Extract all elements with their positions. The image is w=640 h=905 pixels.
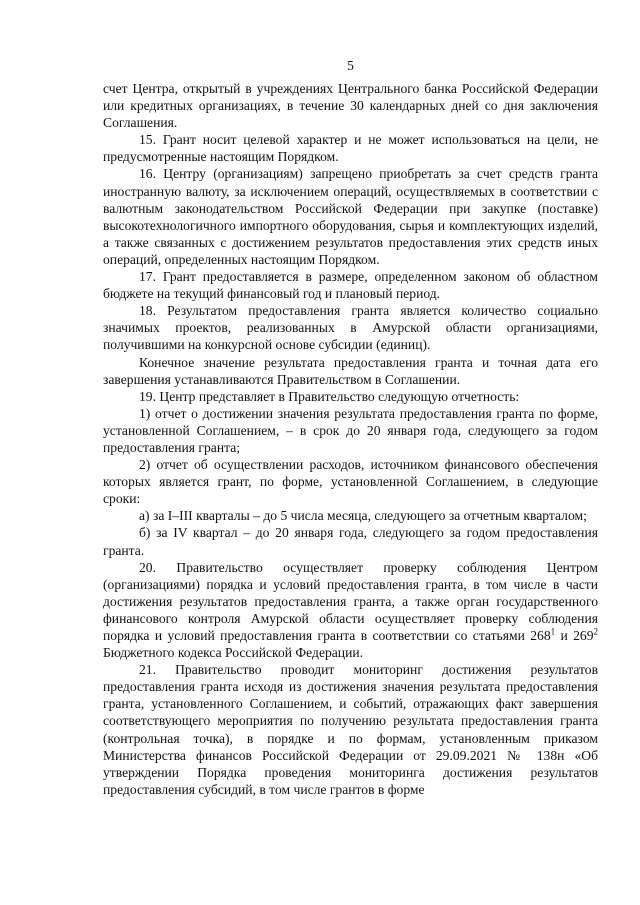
paragraph-19-item-2: 2) отчет об осуществлении расходов, источником финансового обеспечения которых является грант, по форме, установленной Соглашением, в следующие сроки:: [103, 457, 598, 507]
article-superscript-1: 1: [550, 626, 556, 637]
paragraph-19-item-2a: а) за I–III кварталы – до 5 числа месяца, следующего за отчетным кварталом;: [139, 508, 587, 524]
paragraph-18: 18. Результатом предоставления гранта является количество социально значимых проектов, реализованных в Амурской области организациями, получившими на конкурсной основе субсидии (единиц).: [103, 303, 598, 353]
paragraph-19: 19. Центр представляет в Правительство следующую отчетность:: [139, 388, 520, 404]
paragraph-19-item-1: 1) отчет о достижении значения результата предоставления гранта по форме, установленной Соглашением, – в срок до 20 января года, следующего за годом предоставления гранта;: [103, 405, 598, 455]
paragraph-19-item-2b: б) за IV квартал – до 20 января года, следующего за годом предоставления гранта.: [103, 525, 598, 558]
paragraph-20-text-before: 20. Правительство осуществляет проверку соблюдения Центром (организациями) порядка и условий предоставления гранта, в том числе в части достижения результатов предоставления гранта, а также орган государственного финансового контроля Амурской области осуществляет проверку соблюдения порядка и условий предоставления гранта в соответствии со статьями 268: [103, 559, 598, 643]
paragraph-20-text-mid: и 269: [555, 628, 594, 643]
paragraph-20-text-after: Бюджетного кодекса Российской Федерации.: [103, 645, 364, 661]
paragraph-15: 15. Грант носит целевой характер и не может использоваться на цели, не предусмотренные настоящим Порядком.: [103, 132, 598, 165]
paragraph-21: 21. Правительство проводит мониторинг достижения результатов предоставления гранта исходя из достижения значения результата предоставления гранта, установленного Соглашением, и событий, отражающих факт завершения соответствующего мероприятия по получению результата предоставления гранта (контрольная точка), в порядке и по формам, установленным приказом Министерства финансов Российской Федерации от 29.09.2021 № 138н «Об утверждении Порядка проведения мониторинга достижения результатов предоставления субсидий, в том числе грантов в форме: [103, 662, 598, 797]
paragraph-16: 16. Центру (организациям) запрещено приобретать за счет средств гранта иностранную валюту, за исключением операций, осуществляемых в соответствии с валютным законодательством Российской Федерации при закупке (поставке) высокотехнологичного импортного оборудования, сырья и комплектующих изделий, а также связанных с достижением результатов предоставления этих средств иных операций, определенных настоящим Порядком.: [103, 166, 598, 267]
article-superscript-2: 2: [593, 626, 598, 637]
paragraph-20: [103, 559, 598, 662]
paragraph-continuation: счет Центра, открытый в учреждениях Центрального банка Российской Федерации или кредитных организациях, в течение 30 календарных дней со дня заключения Соглашения.: [103, 81, 598, 131]
paragraph-18-final-value: Конечное значение результата предоставления гранта и точная дата его завершения устанавливаются Правительством в Соглашении.: [103, 354, 598, 387]
page-number: 5: [347, 58, 354, 73]
document-body: [103, 80, 598, 798]
paragraph-17: 17. Грант предоставляется в размере, определенном законом об областном бюджете на текущий финансовый год и плановый период.: [103, 269, 598, 302]
